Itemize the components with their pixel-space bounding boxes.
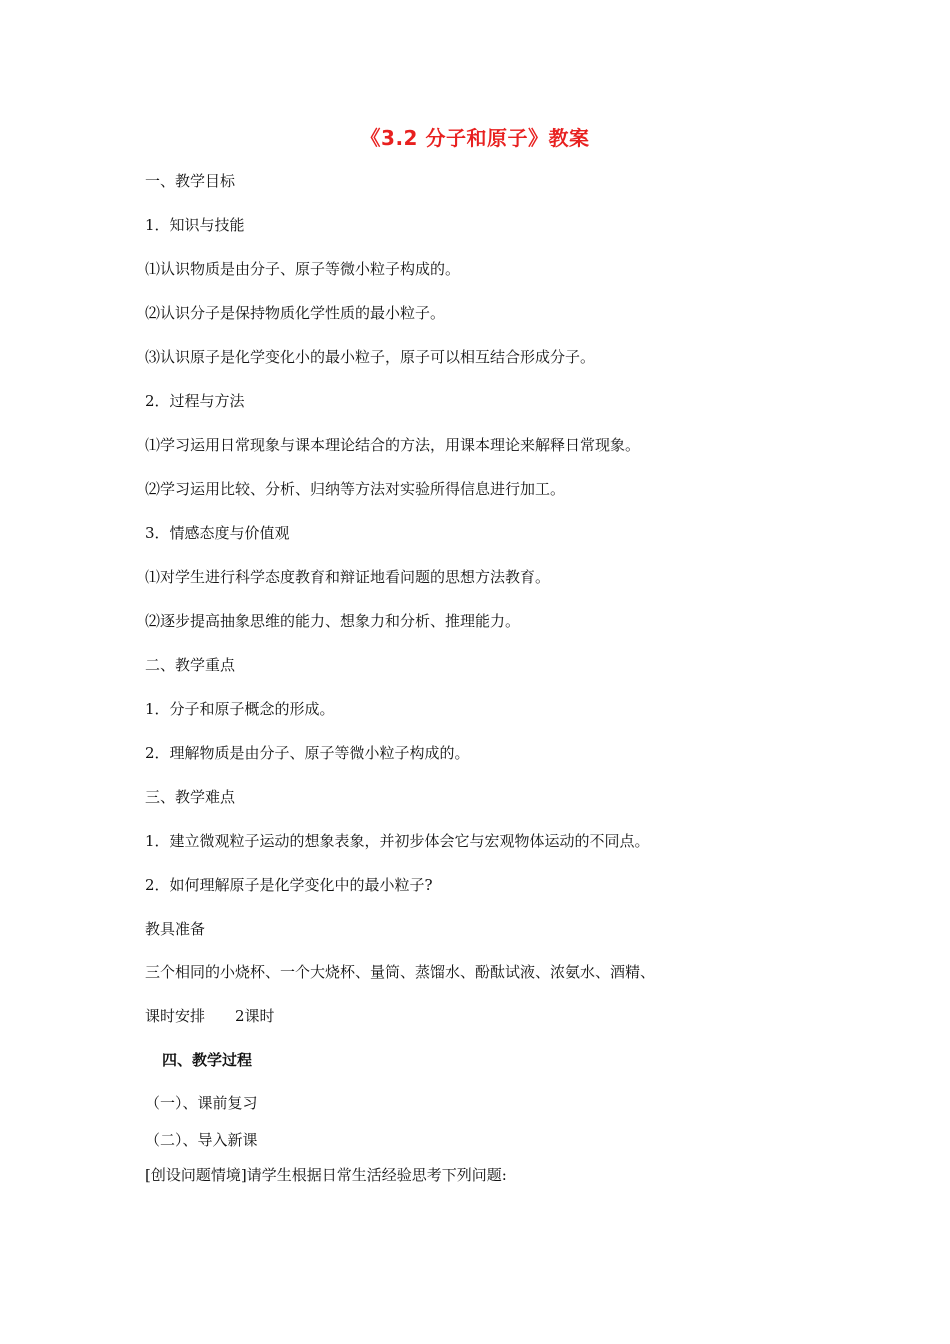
paragraph-line: ⑶认识原子是化学变化小的最小粒子，原子可以相互结合形成分子。 [145,348,596,366]
paragraph-line: ⑴对学生进行科学态度教育和辩证地看问题的思想方法教育。 [145,568,551,586]
paragraph-line: ⑴学习运用日常现象与课本理论结合的方法，用课本理论来解释日常现象。 [145,436,641,454]
paragraph-line: 1．分子和原子概念的形成。 [145,700,335,718]
paragraph-line: [创设问题情境]请学生根据日常生活经验思考下列问题: [145,1166,507,1184]
heading-teaching-process: 四、教学过程 [162,1051,253,1069]
subheading-attitude-values: 3．情感态度与价值观 [145,524,290,542]
subheading-review: （一）、课前复习 [145,1094,258,1112]
subheading-new-lesson: （二）、导入新课 [145,1131,258,1149]
paragraph-line: 2．如何理解原子是化学变化中的最小粒子? [145,876,433,894]
heading-difficult-points: 三、教学难点 [145,788,236,806]
paragraph-line: ⑵学习运用比较、分析、归纳等方法对实验所得信息进行加工。 [145,480,566,498]
heading-teaching-aids: 教具准备 [145,920,206,938]
document-title: 《3.2 分子和原子》教案 [360,126,590,150]
subheading-knowledge-skills: 1．知识与技能 [145,216,245,234]
schedule-line: 课时安排 2课时 [145,1007,275,1025]
paragraph-line: ⑴认识物质是由分子、原子等微小粒子构成的。 [145,260,461,278]
paragraph-line: 2．理解物质是由分子、原子等微小粒子构成的。 [145,744,470,762]
heading-key-points: 二、教学重点 [145,656,236,674]
paragraph-line: ⑵逐步提高抽象思维的能力、想象力和分析、推理能力。 [145,612,521,630]
subheading-process-method: 2．过程与方法 [145,392,245,410]
paragraph-line: 三个相同的小烧杯、一个大烧杯、量筒、蒸馏水、酚酞试液、浓氨水、酒精、 [145,963,656,981]
paragraph-line: ⑵认识分子是保持物质化学性质的最小粒子。 [145,304,446,322]
heading-teaching-goals: 一、教学目标 [145,172,236,190]
paragraph-line: 1．建立微观粒子运动的想象表象，并初步体会它与宏观物体运动的不同点。 [145,832,650,850]
